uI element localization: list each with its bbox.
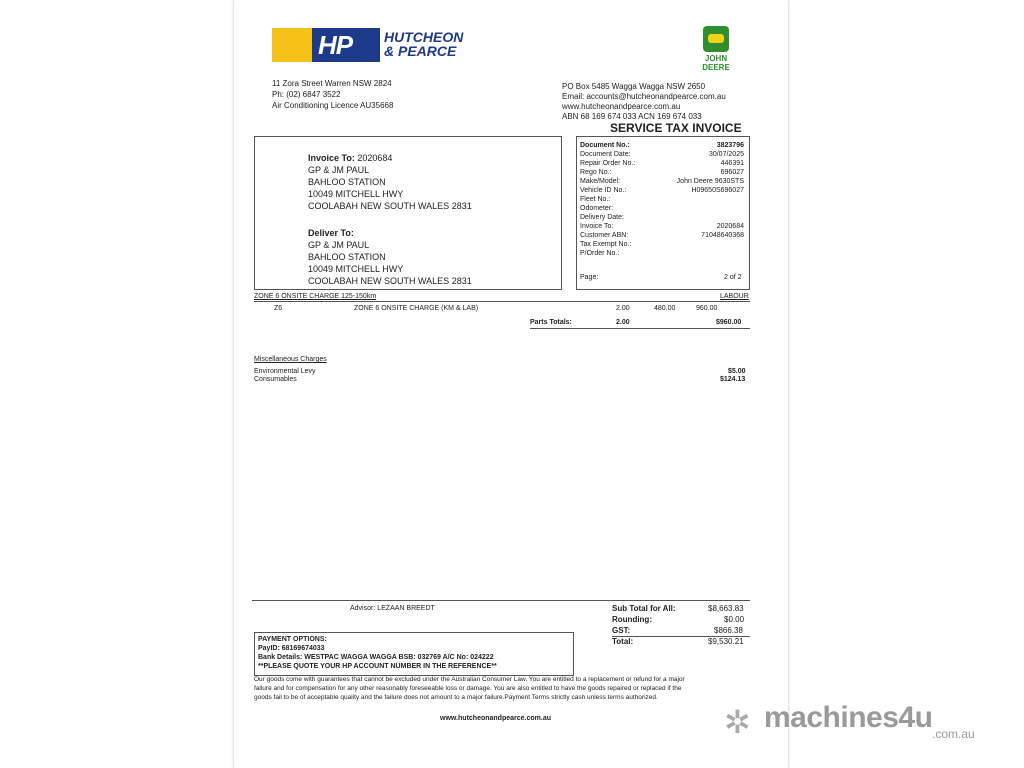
detail-value: 71048640368 [701, 232, 744, 239]
parts-totals-label: Parts Totals: [530, 319, 572, 326]
item-rate: 480.00 [654, 305, 676, 312]
payment-bank: Bank Details: WESTPAC WAGGA WAGGA BSB: 032769 A/C No: 024222 [258, 654, 494, 661]
item-qty: 2.00 [616, 305, 630, 312]
watermark-subtext: .com.au [932, 727, 975, 741]
section-divider [254, 301, 750, 302]
misc-item-label: Environmental Levy [254, 368, 316, 375]
deliver-to-line: COOLABAH NEW SOUTH WALES 2831 [308, 276, 472, 286]
invoice-to-line: BAHLOO STATION [308, 177, 386, 187]
deliver-to-line: GP & JM PAUL [308, 240, 370, 250]
logo-letters: HP [318, 30, 353, 60]
misc-item-value: $124.13 [720, 376, 746, 383]
detail-label: Delivery Date: [580, 214, 624, 221]
detail-value: 446391 [720, 160, 744, 167]
detail-row [580, 177, 748, 186]
gst-value: $866.38 [714, 626, 743, 635]
invoice-title: SERVICE TAX INVOICE [610, 121, 742, 135]
address-right-line: www.hutcheonandpearce.com.au [562, 102, 681, 111]
parts-totals-rule [530, 328, 750, 329]
address-left-line: Ph: (02) 6847 3522 [272, 90, 341, 99]
watermark-text: machines4u [764, 701, 933, 734]
guarantee-line: failure and for compensation for any other reasonably foreseeable loss or damage. You are also entitled to have the goods repaired or replaced if the [254, 685, 682, 692]
payment-quote: **PLEASE QUOTE YOUR HP ACCOUNT NUMBER IN THE REFERENCE** [258, 663, 497, 670]
detail-row [580, 150, 748, 159]
footer-divider [252, 600, 750, 601]
detail-row [580, 231, 748, 240]
document-details [580, 141, 748, 258]
detail-row [580, 168, 748, 177]
parts-totals-amount: $960.00 [716, 319, 742, 326]
detail-label: Rego No.: [580, 169, 612, 176]
detail-label: Vehicle ID No.: [580, 187, 627, 194]
misc-heading: Miscellaneous Charges [254, 356, 327, 363]
detail-label: Customer ABN: [580, 232, 629, 239]
deliver-to-label: Deliver To: [308, 228, 354, 238]
misc-item-label: Consumables [254, 376, 297, 383]
invoice-to-block [308, 152, 472, 212]
company-name-line2: & PEARCE [384, 43, 457, 59]
guarantee-line: goods fail to be of acceptable quality and the failure does not amount to a major failure.Payment Terms strictly cash unless terms authorized. [254, 694, 658, 701]
invoice-to-line: COOLABAH NEW SOUTH WALES 2831 [308, 201, 472, 211]
detail-label: Repair Order No.: [580, 160, 636, 167]
footer-url: www.hutcheonandpearce.com.au [440, 715, 551, 722]
detail-row [580, 195, 748, 204]
detail-label: Make/Model: [580, 178, 621, 185]
parts-totals-qty: 2.00 [616, 319, 630, 326]
page-label: Page: [580, 274, 599, 281]
detail-value: 3823796 [716, 142, 744, 149]
detail-value: 30/07/2025 [708, 151, 744, 158]
company-name-line1: HUTCHEON [384, 29, 464, 45]
subtotal-label: Sub Total for All: [612, 604, 676, 613]
rounding-value: $0.00 [724, 615, 745, 624]
company-address-left [272, 78, 393, 111]
company-name [384, 30, 463, 58]
address-left-line: 11 Zora Street Warren NSW 2824 [272, 79, 392, 88]
payment-options [258, 635, 497, 671]
detail-row [580, 141, 748, 150]
advisor: Advisor: LEZAAN BREEDT [350, 605, 435, 612]
deliver-to-line: BAHLOO STATION [308, 252, 386, 262]
item-description: ZONE 6 ONSITE CHARGE (KM & LAB) [354, 305, 479, 312]
detail-value: John Deere 9630STS [676, 178, 744, 185]
gst-label: GST: [612, 626, 631, 635]
gear-icon: ✲ [724, 704, 751, 740]
address-right-line: PO Box 5485 Wagga Wagga NSW 2650 [562, 82, 706, 91]
invoice-to-line: 10049 MITCHELL HWY [308, 189, 404, 199]
deer-icon [703, 26, 729, 52]
company-address-right [562, 82, 726, 122]
deliver-to-line: 10049 MITCHELL HWY [308, 264, 404, 274]
hp-logo [272, 28, 380, 62]
detail-row [580, 204, 748, 213]
address-right-line: Email: accounts@hutcheonandpearce.com.au [562, 92, 726, 101]
detail-row [580, 240, 748, 249]
invoice-page [234, 0, 788, 768]
address-left-line: Air Conditioning Licence AU35668 [272, 101, 394, 110]
detail-label: Document Date: [580, 151, 631, 158]
guarantee-text [254, 675, 685, 702]
john-deere-text: JOHN DEERE [702, 54, 730, 72]
address-right-line: ABN 68 169 674 033 ACN 169 674 033 [562, 112, 702, 121]
john-deere-logo [694, 26, 738, 72]
invoice-to-line: GP & JM PAUL [308, 165, 370, 175]
detail-label: P/Order No.: [580, 250, 620, 257]
logo-stripes [272, 28, 312, 62]
guarantee-line: Our goods come with guarantees that cannot be excluded under the Australian Consumer Law. You are entitled to a replacement or refund for a major [254, 676, 685, 683]
detail-label: Tax Exempt No.: [580, 241, 632, 248]
detail-row [580, 159, 748, 168]
detail-value: 696027 [720, 169, 744, 176]
section-heading: ZONE 6 ONSITE CHARGE 125-150km [254, 293, 377, 300]
detail-value: 2020684 [716, 223, 744, 230]
payment-heading: PAYMENT OPTIONS: [258, 636, 327, 643]
invoice-to-number: 2020684 [357, 153, 393, 163]
invoice-to-label: Invoice To: [308, 153, 355, 163]
detail-row [580, 222, 748, 231]
detail-row [580, 249, 748, 258]
item-amount: 960.00 [696, 305, 718, 312]
deliver-to-block [308, 227, 472, 287]
detail-row [580, 213, 748, 222]
detail-label: Invoice To: [580, 223, 614, 230]
total-value: $9,530.21 [708, 637, 744, 646]
detail-label: Document No.: [580, 142, 630, 149]
total-label: Total: [612, 637, 634, 646]
detail-label: Fleet No.: [580, 196, 611, 203]
detail-value: H09650S696027 [691, 187, 744, 194]
detail-label: Odometer: [580, 205, 614, 212]
section-type: LABOUR [720, 293, 749, 300]
detail-row [580, 186, 748, 195]
misc-item-value: $5.00 [728, 368, 746, 375]
payment-payid: PayID: 68169674033 [258, 645, 325, 652]
subtotal-value: $8,663.83 [708, 604, 744, 613]
item-code: Z6 [274, 305, 283, 312]
page-value: 2 of 2 [724, 274, 742, 281]
rounding-label: Rounding: [612, 615, 652, 624]
